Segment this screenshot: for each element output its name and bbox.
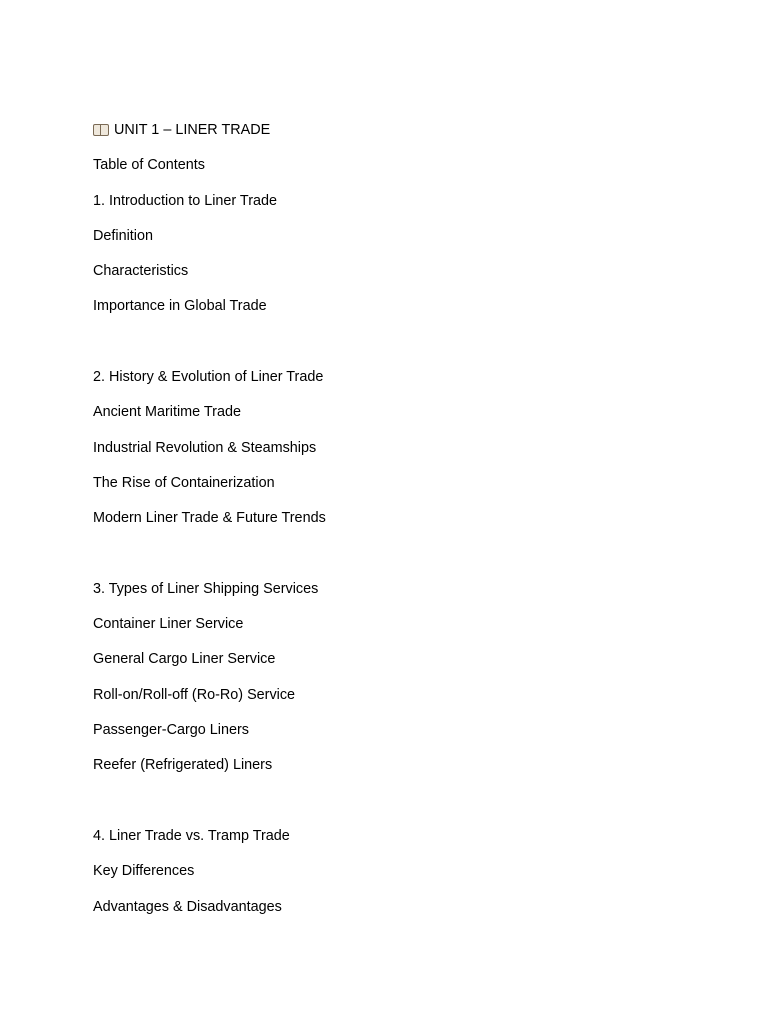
toc-item: Characteristics: [93, 263, 189, 280]
toc-item: Advantages & Disadvantages: [93, 898, 282, 915]
toc-item: Ancient Maritime Trade: [93, 404, 241, 421]
toc-item: Industrial Revolution & Steamships: [93, 439, 317, 456]
section-heading: 1. Introduction to Liner Trade: [93, 192, 277, 209]
section-heading: 3. Types of Liner Shipping Services: [93, 580, 319, 597]
toc-item: Modern Liner Trade & Future Trends: [93, 510, 326, 527]
toc-heading: Table of Contents: [93, 157, 205, 174]
toc-item: Reefer (Refrigerated) Liners: [93, 757, 273, 774]
toc-item: Roll-on/Roll-off (Ro-Ro) Service: [93, 686, 296, 703]
toc-item: Passenger-Cargo Liners: [93, 722, 249, 739]
toc-item: Container Liner Service: [93, 616, 244, 633]
toc-item: Key Differences: [93, 863, 195, 880]
section-heading: 4. Liner Trade vs. Tramp Trade: [93, 827, 290, 844]
toc-item: General Cargo Liner Service: [93, 651, 276, 668]
section-spacer: [93, 333, 693, 368]
document-title-text: UNIT 1 – LINER TRADE: [114, 122, 271, 138]
toc-item: Importance in Global Trade: [93, 298, 267, 315]
toc-item: Definition: [93, 227, 153, 244]
toc-item: The Rise of Containerization: [93, 474, 275, 491]
section-spacer: [93, 545, 693, 580]
section-spacer: [93, 792, 693, 827]
document-page: [93, 121, 693, 933]
document-title: [93, 121, 693, 156]
open-book-icon: [93, 124, 109, 135]
section-heading: 2. History & Evolution of Liner Trade: [93, 369, 324, 386]
